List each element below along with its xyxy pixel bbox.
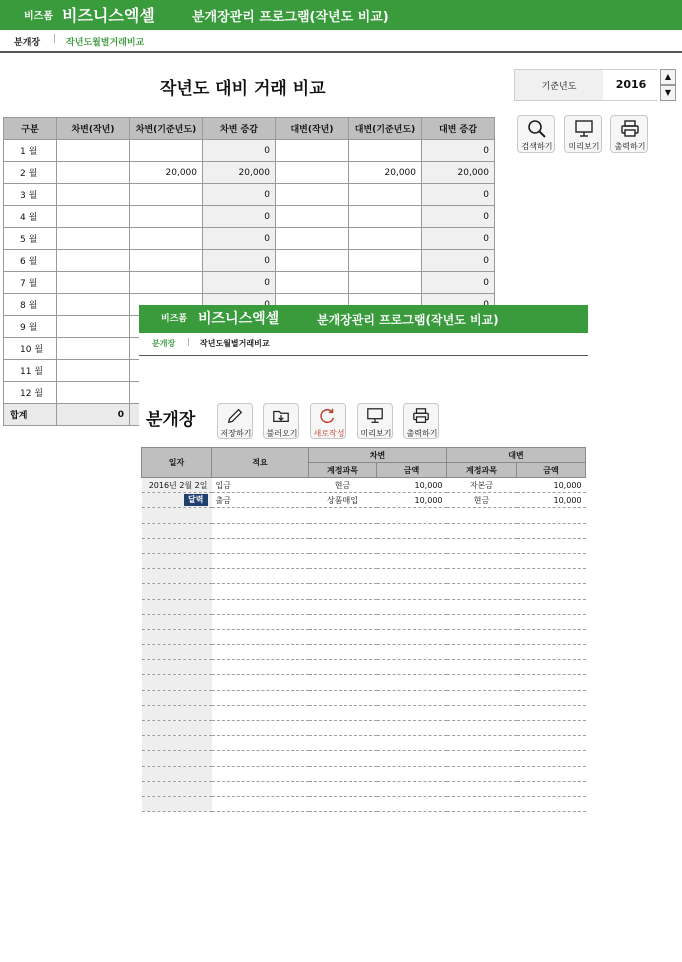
journal-empty-cell[interactable] [377,508,447,523]
journal-empty-cell[interactable] [517,599,586,614]
value-cell[interactable]: 0 [203,206,276,228]
year-down-button[interactable] [660,85,676,101]
journal-empty-cell[interactable] [377,584,447,599]
journal-row [142,690,586,705]
journal-empty-cell[interactable] [212,660,309,675]
journal-empty-cell[interactable] [517,629,586,644]
value-cell[interactable] [130,272,203,294]
journal-empty-cell[interactable] [517,705,586,720]
journal-empty-cell[interactable] [309,705,377,720]
month-cell: 1 월 [4,140,57,162]
journal-cell-d_amt[interactable]: 10,000 [377,493,447,508]
journal-empty-cell[interactable] [377,675,447,690]
journal-empty-cell[interactable] [309,629,377,644]
journal-empty-cell[interactable] [212,690,309,705]
column-header: 차변 증감 [203,118,276,140]
top-banner [0,0,682,30]
journal-empty-cell[interactable] [212,721,309,736]
triangle-down-icon: ▼ [664,88,672,97]
preview-button[interactable] [564,115,602,153]
journal-empty-cell[interactable] [447,508,517,523]
journal-row [142,584,586,599]
printer-icon [620,119,640,139]
journal-empty-cell[interactable] [142,675,212,690]
value-cell[interactable]: 0 [422,140,495,162]
journal-empty-cell[interactable] [517,645,586,660]
journal-empty-cell[interactable] [309,766,377,781]
journal-empty-cell[interactable] [309,660,377,675]
table-row [4,272,495,294]
journal-row [142,538,586,553]
column-header-credit-amount: 금액 [517,463,586,478]
year-up-button[interactable] [660,69,676,85]
journal-empty-cell[interactable] [377,721,447,736]
value-cell[interactable] [130,228,203,250]
journal-empty-cell[interactable] [212,553,309,568]
journal-empty-cell[interactable] [309,538,377,553]
journal-empty-cell[interactable] [212,599,309,614]
total-value: 0 [57,404,130,426]
journal-empty-cell[interactable] [309,736,377,751]
journal-empty-cell[interactable] [517,538,586,553]
journal-row [142,781,586,796]
load-button[interactable] [263,403,299,439]
journal-cell-c_acc[interactable]: 현금 [447,493,517,508]
journal-empty-cell[interactable] [142,690,212,705]
tab-yearly-compare[interactable]: 작년도월별거래비교 [66,38,145,48]
journal-row [142,599,586,614]
journal-empty-cell[interactable] [517,721,586,736]
value-cell[interactable] [130,250,203,272]
value-cell[interactable]: 20,000 [349,162,422,184]
app-title: 분개장관리 프로그램(작년도 비교) [192,10,389,25]
journal-empty-cell[interactable] [142,508,212,523]
journal-title: 분개장 [146,410,196,430]
value-cell[interactable] [57,272,130,294]
value-cell[interactable] [57,162,130,184]
journal-empty-cell[interactable] [309,584,377,599]
value-cell[interactable] [349,228,422,250]
base-year-field [514,69,658,101]
total-label: 합계 [4,404,57,426]
print-button-label: 출력하기 [406,429,438,438]
refresh-icon [319,407,337,425]
value-cell[interactable] [57,316,130,338]
journal-empty-cell[interactable] [142,766,212,781]
value-cell[interactable]: 20,000 [422,162,495,184]
journal-empty-cell[interactable] [212,736,309,751]
column-header: 차변(기준년도) [130,118,203,140]
journal-empty-cell[interactable] [447,569,517,584]
journal-row [142,736,586,751]
tab-journal[interactable]: 분개장 [14,38,41,48]
journal-empty-cell[interactable] [142,569,212,584]
journal-empty-cell[interactable] [142,721,212,736]
journal-empty-cell[interactable] [309,781,377,796]
value-cell[interactable] [276,250,349,272]
breadcrumb-separator: | [53,34,57,44]
month-cell: 7 월 [4,272,57,294]
journal-empty-cell[interactable] [447,796,517,811]
value-cell[interactable]: 0 [422,206,495,228]
journal-empty-cell[interactable] [142,736,212,751]
journal-empty-cell[interactable] [309,675,377,690]
journal-empty-cell[interactable] [517,553,586,568]
journal-empty-cell[interactable] [309,599,377,614]
new-button[interactable] [310,403,346,439]
value-cell[interactable] [130,184,203,206]
journal-empty-cell[interactable] [212,675,309,690]
preview-button[interactable] [357,403,393,439]
table-row [4,162,495,184]
month-cell: 5 월 [4,228,57,250]
value-cell[interactable] [57,140,130,162]
tab-yearly-compare[interactable]: 작년도월별거래비교 [200,339,270,348]
journal-empty-cell[interactable] [142,599,212,614]
journal-empty-cell[interactable] [447,751,517,766]
journal-empty-cell[interactable] [447,705,517,720]
calendar-cell[interactable] [142,493,212,508]
journal-empty-cell[interactable] [377,629,447,644]
monitor-icon [574,119,594,139]
month-cell: 11 월 [4,360,57,382]
journal-empty-cell[interactable] [309,553,377,568]
journal-empty-cell[interactable] [377,751,447,766]
value-cell[interactable]: 20,000 [130,162,203,184]
value-cell[interactable] [349,206,422,228]
overlay-banner [139,305,588,333]
column-header: 대변(작년) [276,118,349,140]
journal-empty-cell[interactable] [212,796,309,811]
value-cell[interactable]: 0 [422,250,495,272]
journal-row [142,508,586,523]
journal-empty-cell[interactable] [212,508,309,523]
month-cell: 4 월 [4,206,57,228]
journal-empty-cell[interactable] [142,614,212,629]
journal-empty-cell[interactable] [377,523,447,538]
column-header-debit: 차변 [309,448,447,463]
value-cell[interactable] [276,162,349,184]
journal-empty-cell[interactable] [309,569,377,584]
journal-empty-cell[interactable] [377,599,447,614]
journal-empty-cell[interactable] [377,538,447,553]
journal-empty-cell[interactable] [377,796,447,811]
search-button-label: 검색하기 [521,142,553,151]
journal-cell-d_acc[interactable]: 현금 [309,478,377,493]
journal-empty-cell[interactable] [517,690,586,705]
search-button[interactable] [517,115,555,153]
app-title: 분개장관리 프로그램(작년도 비교) [317,313,499,327]
month-cell: 8 월 [4,294,57,316]
journal-empty-cell[interactable] [309,508,377,523]
journal-empty-cell[interactable] [517,569,586,584]
value-cell[interactable]: 0 [422,272,495,294]
journal-row [142,751,586,766]
journal-cell-d_amt[interactable]: 10,000 [377,478,447,493]
tab-journal[interactable]: 분개장 [152,339,176,348]
journal-empty-cell[interactable] [447,599,517,614]
journal-empty-cell[interactable] [377,614,447,629]
journal-empty-cell[interactable] [309,523,377,538]
brand-logo: 비즈니스엑셀 [198,311,280,327]
journal-empty-cell[interactable] [377,690,447,705]
journal-empty-cell[interactable] [309,721,377,736]
journal-empty-cell[interactable] [447,736,517,751]
journal-empty-cell[interactable] [447,629,517,644]
journal-empty-cell[interactable] [212,751,309,766]
value-cell[interactable] [57,184,130,206]
month-cell: 9 월 [4,316,57,338]
journal-empty-cell[interactable] [517,766,586,781]
journal-empty-cell[interactable] [377,766,447,781]
base-year-input[interactable]: 2016 [603,70,659,100]
magnifier-icon [527,119,547,139]
value-cell[interactable] [57,228,130,250]
journal-row [142,645,586,660]
table-row [4,140,495,162]
journal-row [142,493,586,508]
journal-empty-cell[interactable] [212,584,309,599]
breadcrumb-separator: | [187,337,190,346]
value-cell[interactable] [57,360,130,382]
column-header: 구분 [4,118,57,140]
journal-empty-cell[interactable] [517,796,586,811]
value-cell[interactable] [276,272,349,294]
journal-empty-cell[interactable] [517,675,586,690]
value-cell[interactable] [276,228,349,250]
column-header-debit-amount: 금액 [377,463,447,478]
journal-empty-cell[interactable] [142,796,212,811]
journal-empty-cell[interactable] [309,690,377,705]
value-cell[interactable] [57,382,130,404]
page-title: 작년도 대비 거래 비교 [160,79,326,99]
value-cell[interactable]: 0 [422,228,495,250]
table-row [4,206,495,228]
journal-empty-cell[interactable] [142,660,212,675]
journal-empty-cell[interactable] [212,645,309,660]
journal-empty-cell[interactable] [517,660,586,675]
new-button-label: 새로작성 [313,429,345,438]
journal-row [142,569,586,584]
base-year-label: 기준년도 [541,82,577,92]
value-cell[interactable]: 0 [422,184,495,206]
value-cell[interactable]: 0 [203,228,276,250]
triangle-up-icon: ▲ [664,72,672,81]
preview-button-label: 미리보기 [360,429,392,438]
value-cell[interactable] [349,140,422,162]
print-button-label: 출력하기 [614,142,646,151]
value-cell[interactable] [349,184,422,206]
journal-empty-cell[interactable] [377,569,447,584]
column-header: 대변 증감 [422,118,495,140]
journal-empty-cell[interactable] [447,675,517,690]
journal-cell-desc[interactable]: 출금 [212,493,309,508]
brand-small: 비즈폼 [24,11,53,22]
journal-row [142,523,586,538]
journal-empty-cell[interactable] [142,781,212,796]
journal-empty-cell[interactable] [212,781,309,796]
journal-empty-cell[interactable] [212,629,309,644]
journal-empty-cell[interactable] [517,781,586,796]
column-header: 차변(작년) [57,118,130,140]
journal-empty-cell[interactable] [517,523,586,538]
preview-button-label: 미리보기 [568,142,600,151]
journal-row [142,766,586,781]
column-header: 대변(기준년도) [349,118,422,140]
journal-empty-cell[interactable] [142,629,212,644]
journal-empty-cell[interactable] [447,553,517,568]
value-cell[interactable]: 0 [203,184,276,206]
journal-row [142,614,586,629]
comparison-header-row [4,118,495,140]
table-row [4,228,495,250]
journal-empty-cell[interactable] [212,766,309,781]
journal-empty-cell[interactable] [142,705,212,720]
journal-cell-desc[interactable]: 입금 [212,478,309,493]
value-cell[interactable] [276,206,349,228]
journal-empty-cell[interactable] [447,584,517,599]
journal-row [142,478,586,493]
value-cell[interactable]: 20,000 [203,162,276,184]
journal-empty-cell[interactable] [309,645,377,660]
journal-empty-cell[interactable] [212,523,309,538]
column-header-credit-account: 계정과목 [447,463,517,478]
journal-cell-c_acc[interactable]: 자본금 [447,478,517,493]
journal-empty-cell[interactable] [447,660,517,675]
journal-empty-cell[interactable] [212,569,309,584]
value-cell[interactable] [349,272,422,294]
table-row [4,250,495,272]
journal-cell-c_amt[interactable]: 10,000 [517,478,586,493]
journal-cell-date[interactable]: 2016년 2월 2일 [142,478,212,493]
journal-table [141,447,586,812]
journal-empty-cell[interactable] [447,614,517,629]
month-cell: 10 월 [4,338,57,360]
value-cell[interactable] [57,338,130,360]
load-button-label: 불러오기 [266,429,298,438]
journal-empty-cell[interactable] [377,553,447,568]
month-cell: 3 월 [4,184,57,206]
journal-empty-cell[interactable] [309,751,377,766]
monitor-icon [366,407,384,425]
journal-empty-cell[interactable] [142,645,212,660]
journal-row [142,675,586,690]
journal-row [142,796,586,811]
journal-empty-cell[interactable] [377,660,447,675]
journal-cell-d_acc[interactable]: 상품매입 [309,493,377,508]
journal-empty-cell[interactable] [377,781,447,796]
value-cell[interactable] [130,140,203,162]
calendar-button[interactable]: 달력 [184,494,207,506]
value-cell[interactable]: 0 [203,140,276,162]
table-row [4,184,495,206]
printer-icon [412,407,430,425]
journal-overlay [139,305,588,826]
brand-logo: 비즈니스엑셀 [62,6,155,25]
journal-empty-cell[interactable] [447,523,517,538]
breadcrumb [0,30,682,53]
folder-download-icon [272,407,290,425]
value-cell[interactable]: 0 [203,272,276,294]
month-cell: 2 월 [4,162,57,184]
journal-empty-cell[interactable] [212,614,309,629]
journal-empty-cell[interactable] [377,645,447,660]
journal-empty-cell[interactable] [212,538,309,553]
journal-empty-cell[interactable] [447,538,517,553]
journal-empty-cell[interactable] [142,584,212,599]
column-header-debit-account: 계정과목 [309,463,377,478]
column-header-credit: 대변 [447,448,586,463]
journal-row [142,553,586,568]
column-header-description: 적요 [212,448,309,478]
brand-small: 비즈폼 [161,314,188,324]
save-button-label: 저장하기 [220,429,252,438]
journal-empty-cell[interactable] [517,751,586,766]
month-cell: 12 월 [4,382,57,404]
journal-empty-cell[interactable] [377,705,447,720]
overlay-breadcrumb [139,333,588,356]
value-cell[interactable] [276,140,349,162]
journal-empty-cell[interactable] [447,766,517,781]
journal-empty-cell[interactable] [142,538,212,553]
pencil-icon [226,407,244,425]
journal-empty-cell[interactable] [309,796,377,811]
journal-empty-cell[interactable] [517,736,586,751]
journal-empty-cell[interactable] [142,751,212,766]
value-cell[interactable] [276,184,349,206]
journal-empty-cell[interactable] [447,645,517,660]
value-cell[interactable] [349,250,422,272]
month-cell: 6 월 [4,250,57,272]
journal-empty-cell[interactable] [447,690,517,705]
journal-empty-cell[interactable] [142,523,212,538]
print-button[interactable] [610,115,648,153]
journal-cell-c_amt[interactable]: 10,000 [517,493,586,508]
journal-empty-cell[interactable] [517,584,586,599]
journal-empty-cell[interactable] [142,553,212,568]
journal-empty-cell[interactable] [377,736,447,751]
journal-empty-cell[interactable] [447,781,517,796]
journal-row [142,660,586,675]
value-cell[interactable] [57,250,130,272]
journal-empty-cell[interactable] [309,614,377,629]
value-cell[interactable] [130,206,203,228]
journal-empty-cell[interactable] [447,721,517,736]
save-button[interactable] [217,403,253,439]
journal-empty-cell[interactable] [517,508,586,523]
journal-row [142,629,586,644]
journal-row [142,721,586,736]
value-cell[interactable] [57,294,130,316]
print-button[interactable] [403,403,439,439]
journal-row [142,705,586,720]
column-header-date: 일자 [142,448,212,478]
value-cell[interactable]: 0 [203,250,276,272]
journal-empty-cell[interactable] [212,705,309,720]
journal-empty-cell[interactable] [517,614,586,629]
value-cell[interactable] [57,206,130,228]
